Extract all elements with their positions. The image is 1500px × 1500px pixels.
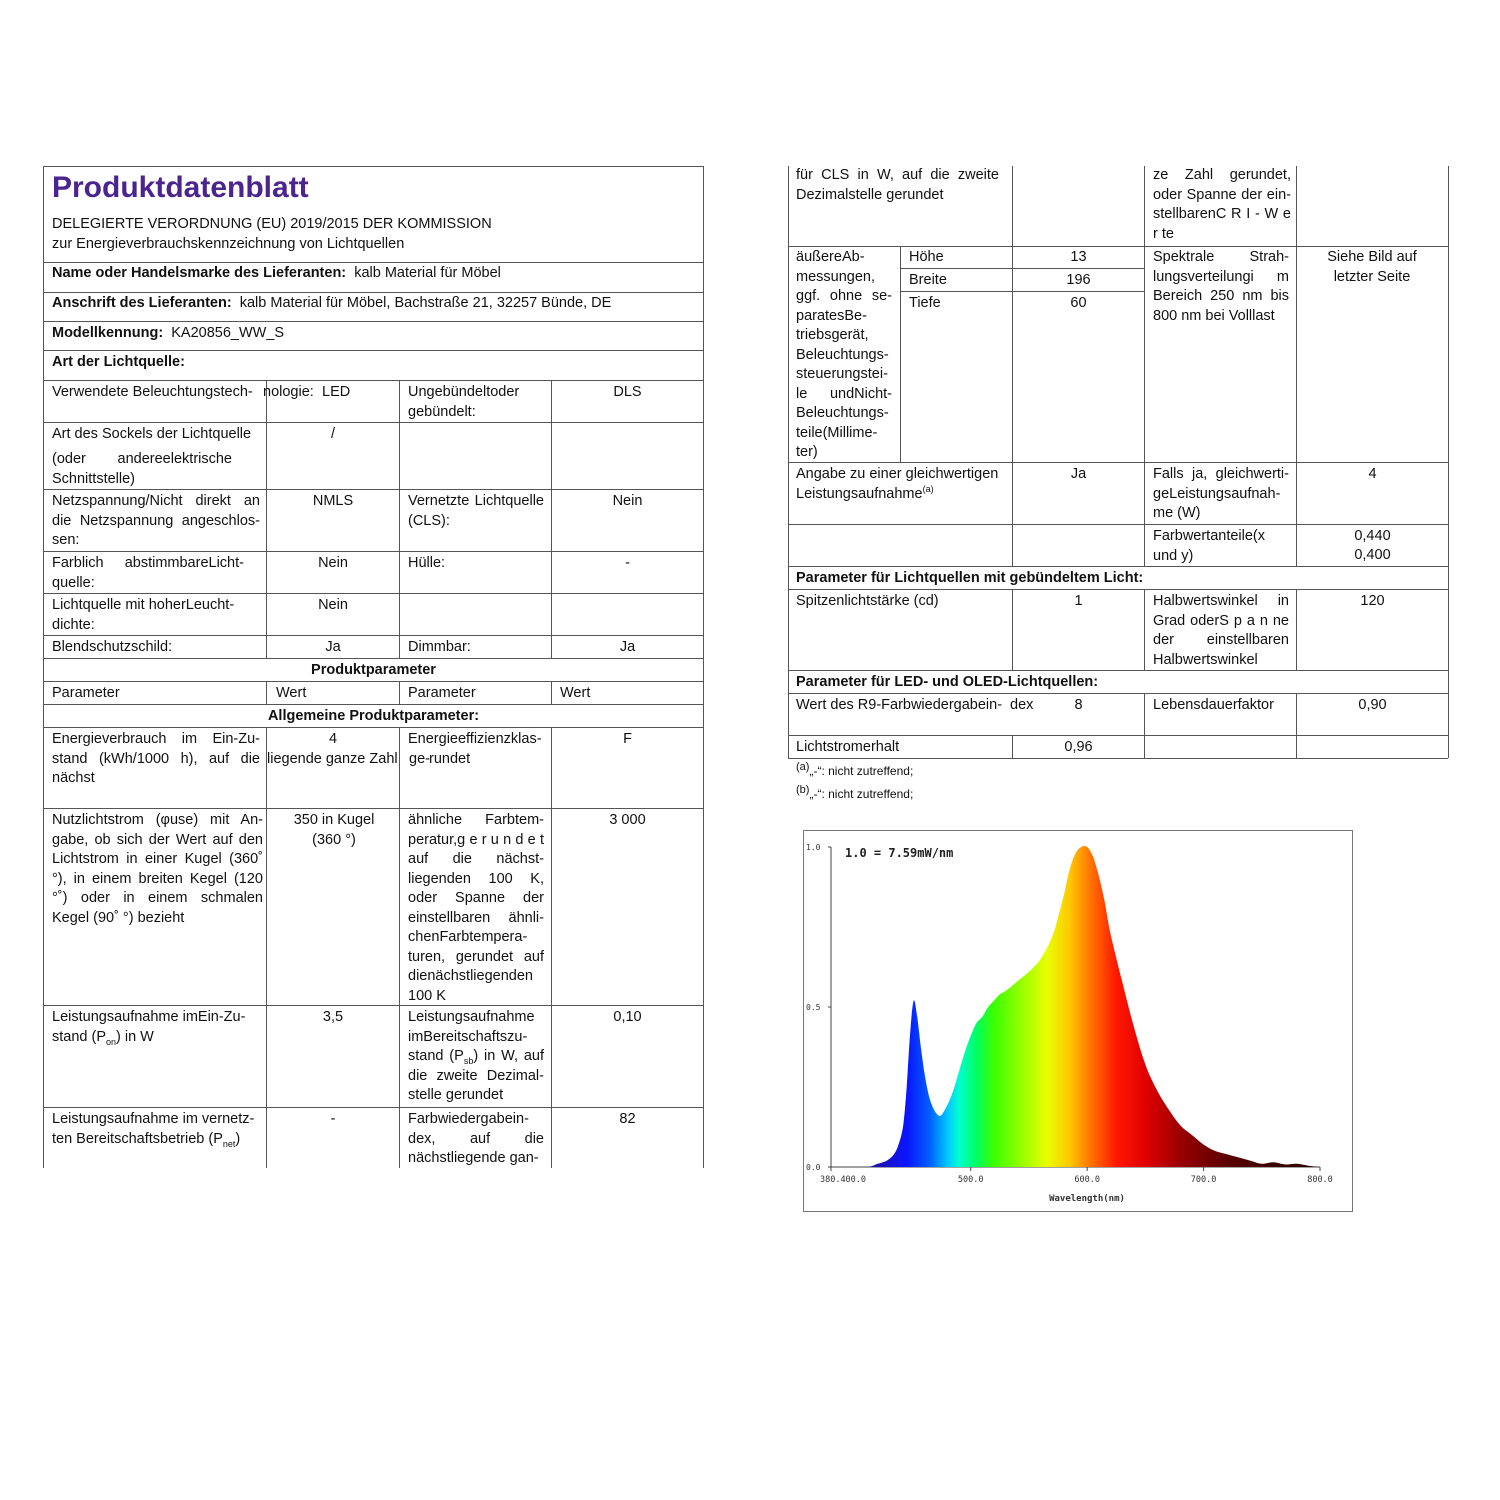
regulation-text: DELEGIERTE VERORDNUNG (EU) 2019/2015 DER KOMMISSION zur Energieverbrauchskennzeichnung von Lichtquellen <box>52 216 492 252</box>
cls-label: Vernetzte Lichtquelle (CLS): <box>408 493 544 529</box>
energy-class-label-a: Energieeffizienzklas- <box>408 731 542 747</box>
spectral-distribution-value: Siehe Bild auf letzter Seite <box>1327 249 1417 285</box>
networked-standby-value: - <box>330 1111 336 1127</box>
width-value: 196 <box>1066 272 1091 288</box>
energy-class-label-b: ge- <box>409 751 430 767</box>
product-parameters-heading: Produktparameter <box>311 662 436 678</box>
height-value: 13 <box>1070 249 1087 265</box>
energy-class-label-c: rundet <box>429 751 471 767</box>
on-mode-power-sub: on <box>106 1036 117 1047</box>
energy-consumption-label: Energieverbrauch im Ein-Zustand (kWh/1000 h), auf die nächst <box>52 731 260 786</box>
width-label: Breite <box>909 272 947 288</box>
on-mode-power-value: 3,5 <box>322 1009 344 1025</box>
column-header-value-1: Wert <box>276 685 307 701</box>
footnote-a-text: „-“: nicht zutreffend; <box>809 764 914 778</box>
chart-x-axis-label: Wavelength(nm) <box>1049 1194 1125 1204</box>
high-luminance-value: Nein <box>318 597 348 613</box>
cri-continued-label: ze Zahl gerundet, oder Spanne der einstellbarenC R I - W e r te <box>1153 167 1291 242</box>
socket-label-1: Art des Sockels der Lichtquelle <box>52 426 252 442</box>
directional-label: Ungebündeltoder gebündelt: <box>408 384 520 420</box>
supplier-label: Name oder Handelsmarke des Lieferanten: <box>52 265 347 281</box>
glare-shield-value: Ja <box>325 639 341 655</box>
cct-label: ähnliche Farbtemperatur,g e r u n d e t auf die nächstliegenden 100 K, oder Spanne der einstellbaren ähnlichenFarbtemperaturen, gerundet auf dienächstliegenden 100 K <box>408 812 544 1004</box>
envelope-label: Hülle: <box>408 555 446 571</box>
chart-title: 1.0 = 7.59mW/nm <box>845 846 954 860</box>
footnote-b <box>796 785 913 805</box>
x-tick-label: 800.0 <box>1307 1175 1333 1185</box>
model-value: KA20856_WW_S <box>171 325 285 341</box>
dimmable-label: Dimmbar: <box>408 639 471 655</box>
chromaticity-label: Farbwertanteile(x und y) <box>1153 528 1266 564</box>
led-parameters-heading: Parameter für LED- und OLED-Lichtquellen: <box>796 674 1099 690</box>
mains-label: Netzspannung/Nicht direkt an die Netzspannung angeschlossen: <box>52 493 260 548</box>
envelope-value: - <box>625 555 630 571</box>
cri-label: Farbwiedergabeindex, auf die nächstliegende gan- <box>408 1111 544 1166</box>
x-tick-label: 500.0 <box>957 1175 984 1185</box>
equivalent-power-footnote-mark: (a) <box>922 483 934 494</box>
survival-factor-value: 0,90 <box>1358 697 1387 713</box>
footnote-b-text: „-“: nicht zutreffend; <box>809 787 914 801</box>
equivalent-power-w-label: Falls ja, gleichwertigeLeistungsaufnahme (W) <box>1153 466 1289 521</box>
column-header-parameter-1: Parameter <box>52 685 120 701</box>
y-tick-label: 0.0 <box>806 1163 821 1172</box>
high-luminance-label: Lichtquelle mit hoherLeuchtdichte: <box>52 597 235 633</box>
useful-flux-value: 350 in Kugel (360 °) <box>293 812 375 848</box>
on-mode-power-label <box>52 1008 252 1047</box>
energy-class-value: F <box>623 731 632 747</box>
standby-power-label <box>408 1008 544 1106</box>
survival-factor-label: Lebensdauerfaktor <box>1153 697 1274 713</box>
networked-standby-label-text: Leistungsaufnahme im vernetzten Bereitschaftsbetrieb (P <box>52 1111 255 1147</box>
chromaticity-x-value: 0,440 <box>1354 528 1391 544</box>
directional-value: DLS <box>613 384 642 400</box>
cri-value: 82 <box>619 1111 636 1127</box>
beam-angle-label: Halbwertswinkel in Grad oderS p a n ne der einstellbaren Halbwertswinkel <box>1153 593 1289 668</box>
standby-power-sub: sb <box>463 1055 474 1066</box>
height-label: Höhe <box>909 249 944 265</box>
peak-intensity-value: 1 <box>1074 593 1083 609</box>
cls-value: Nein <box>612 493 643 509</box>
dimensions-label: äußereAbmessungen, ggf. ohne separatesBetriebsgerät, Beleuchtungssteuerungsteile undNicht-Beleuchtungsteile(Millimeter) <box>796 249 892 460</box>
address-value: kalb Material für Möbel, Bachstraße 21, 32257 Bünde, DE <box>239 295 612 311</box>
standby-power-label-unit: ) in W, auf die zweite Dezimalstelle gerundet <box>408 1048 545 1103</box>
technology-label-a: Verwendete Beleuchtungstech- <box>52 384 253 400</box>
r9-value: 8 <box>1074 697 1083 713</box>
tunable-value: Nein <box>318 555 348 571</box>
general-parameters-heading: Allgemeine Produktparameter: <box>267 708 480 724</box>
networked-standby-label-unit: ) <box>235 1130 241 1147</box>
lumen-maintenance-value: 0,96 <box>1064 739 1093 755</box>
footnote-a-mark: (a) <box>796 761 810 773</box>
dimmable-value: Ja <box>619 639 636 655</box>
glare-shield-label: Blendschutzschild: <box>52 639 173 655</box>
equivalent-power-w-value: 4 <box>1368 466 1377 482</box>
model-row <box>52 324 697 344</box>
equivalent-power-label-text: Angabe zu einer gleichwertigen Leistungsaufnahme <box>796 466 999 502</box>
spectral-distribution-label: Spektrale Strahlungsverteilungi m Bereich 250 nm bis 800 nm bei Volllast <box>1153 249 1289 324</box>
column-header-parameter-2: Parameter <box>408 685 476 701</box>
energy-consumption-value: 4 <box>328 731 338 747</box>
depth-label: Tiefe <box>909 295 941 311</box>
address-label: Anschrift des Lieferanten: <box>52 295 232 311</box>
useful-flux-label: Nutzlichtstrom (φuse) mit Angabe, ob sich der Wert auf den Lichtstrom in einer Kugel (360˚ °), in einem breiten Kegel (120 °˚) oder in einem schmalen Kegel (90˚ °) bezieht <box>52 812 263 926</box>
y-tick-label: 1.0 <box>806 843 821 852</box>
x-tick-label: 700.0 <box>1190 1175 1217 1185</box>
socket-label-2: (oder andereelektrische Schnittstelle) <box>52 451 232 487</box>
page-title: Produktdatenblatt <box>52 171 309 204</box>
footnote-b-mark: (b) <box>796 784 810 796</box>
supplier-value: kalb Material für Möbel <box>354 265 501 281</box>
energy-consumption-label-tail: liegende ganze Zahl <box>267 751 398 767</box>
on-mode-power-label-text: Leistungsaufnahme imEin-Zustand (P <box>52 1009 246 1045</box>
on-mode-power-label-unit: ) in W <box>116 1028 154 1045</box>
address-row <box>52 294 697 314</box>
lumen-maintenance-label: Lichtstromerhalt <box>796 739 900 755</box>
depth-value: 60 <box>1070 295 1087 311</box>
light-source-type-heading: Art der Lichtquelle: <box>52 354 185 370</box>
peak-intensity-label: Spitzenlichtstärke (cd) <box>796 593 939 609</box>
column-header-value-2: Wert <box>560 685 591 701</box>
y-tick-label: 0.5 <box>806 1003 821 1012</box>
tunable-label: Farblich abstimmbareLichtquelle: <box>52 555 244 591</box>
standby-power-value: 0,10 <box>613 1009 642 1025</box>
spectrum-chart <box>803 830 1353 1212</box>
mains-value: NMLS <box>312 493 354 509</box>
equivalent-power-label <box>796 465 1008 504</box>
equivalent-power-value: Ja <box>1070 466 1087 482</box>
r9-label-a: Wert des R9-Farbwiedergabein- <box>796 697 1003 713</box>
standby-power-label-text: Leistungsaufnahme imBereitschaftszustand (P <box>408 1009 535 1064</box>
chromaticity-y-value: 0,400 <box>1354 547 1391 563</box>
r9-label-b: dex <box>1010 697 1034 713</box>
spectrum-chart-svg <box>803 830 1353 1212</box>
directional-parameters-heading: Parameter für Lichtquellen mit gebündeltem Licht: <box>796 570 1144 586</box>
cls-standby-continued-label: für CLS in W, auf die zweite Dezimalstelle gerundet <box>796 167 999 203</box>
socket-value: / <box>330 426 336 442</box>
model-label: Modellkennung: <box>52 325 164 341</box>
cct-value: 3 000 <box>609 812 646 828</box>
networked-standby-label <box>52 1110 262 1149</box>
networked-standby-sub: net <box>222 1138 236 1149</box>
beam-angle-value: 120 <box>1360 593 1385 609</box>
supplier-row <box>52 264 697 284</box>
technology-label-b: nologie: <box>263 384 314 400</box>
x-tick-label: 380.400.0 <box>819 1175 867 1185</box>
technology-value: LED <box>322 384 351 400</box>
x-tick-label: 600.0 <box>1074 1175 1100 1185</box>
footnote-a <box>796 762 913 782</box>
